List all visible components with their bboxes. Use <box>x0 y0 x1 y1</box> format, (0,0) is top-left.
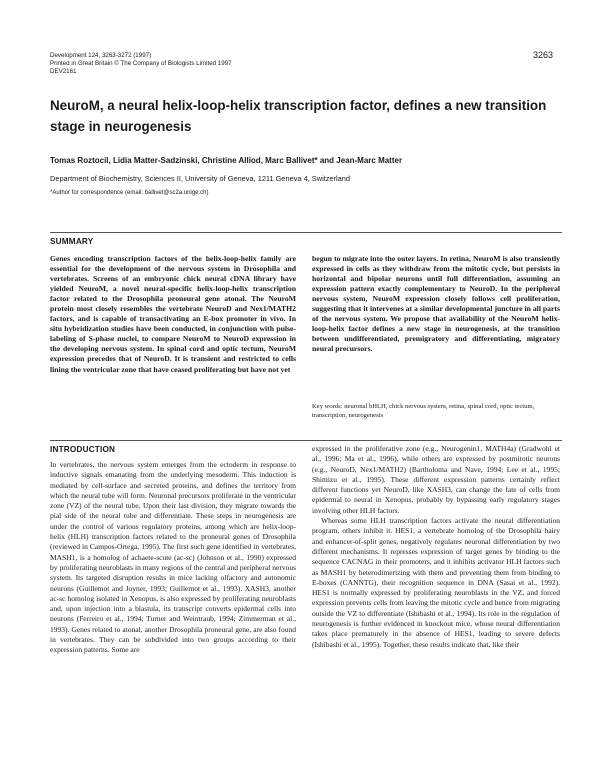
summary-divider <box>50 232 562 233</box>
correspondence-note: *Author for correspondence (email: ballivet@sc2a.unige.ch) <box>50 190 209 196</box>
keywords: Key words: neuronal bHLH, chick nervous system, retina, spinal cord, optic tectum, transcription, neurogenesis <box>312 403 535 419</box>
paper-title: NeuroM, a neural helix-loop-helix transcription factor, defines a new transition stage in neurogenesis <box>50 98 547 134</box>
summary-heading: SUMMARY <box>50 237 94 246</box>
introduction-paragraph: In vertebrates, the nervous system emerges from the ectoderm in response to inductive signals emanating from the underlying mesoderm. This induction is mediated by cell-surface and secreted proteins, and defines the territory from which the neural tube will form. Neuronal precursors proliferate in the ventricular zone (VZ) of the neural tube. Upon their last division, they migrate towards the pial side of the neural tube and differentiate. These steps in neurogenesis are under the control of various regulatory proteins, among which are helix-loop-helix (HLH) transcription factors related to the proneural genes of Drosophila (reviewed in Campos-Ortega, 1995). The first such gene identified in vertebrates, MASH1, is a homolog of achaete-scute (ac-sc) (Johnson et al., 1990) expressed by proliferating neuroblasts in many regions of the central and peripheral nervous system. Its targeted disruption results in mice lacking olfactory and autonomic neurons (Guillemot and Joyner, 1993; Guillemot et al., 1993). XASH3, another ac-sc homolog isolated in Xenopus, is also expressed by proliferating neuroblasts and, upon injection into a blastula, its transcript converts epidermal cells into neurons (Ferreiro et al., 1994; Turner and Weintraub, 1994; Zimmerman et al., 1993). Genes related to atonal, another Drosophila proneural gene, are also found in vertebrates. They can be subdivided into two groups according to their expression patterns. Some are <box>50 460 296 655</box>
journal-code: DEV2161 <box>50 68 77 75</box>
introduction-paragraph: Whereas some HLH transcription factors activate the neural differentiation program, others inhibit it. HES1, a vertebrate homolog of the Drosophila hairy and enhancer-of-split genes, negatively regulates neuronal differentiation by two different mechanisms. It represses expression of target genes by binding to the sequence CACNAG in their promoters, and it inhibits activator HLH factors such as MASH1 by heterodimerizing with them and preventing them from binding to E-boxes (CANNTG), their recognition sequence in DNA (Sasai et al., 1992). HES1 is normally expressed by proliferating neuroblasts in the VZ, and forced expression prevents cells from leaving the mitotic cycle and hence from migrating outside the VZ to differentiate (Ishibashi et al., 1994). Its role in the regulation of neurogenesis is further evidenced in knockout mice, whose neural differentiation takes place prematurely in the absence of HES1, leading to severe defects (Ishibashi et al., 1995). Together, these results indicate that, like their <box>312 516 560 649</box>
page-number: 3263 <box>532 50 553 60</box>
introduction-paragraph: expressed in the proliferative zone (e.g., Neurogenin1, MATH4a) (Gradwohl et al., 1996; Ma et al., 1996), while others are expressed by postmitotic neurons (e.g., NeuroD, Nex1/MATH2) (Bartholoma and Nave, 1994; Lee et al., 1995; Shimizu et al., 1995). These different expression patterns certainly reflect different functions yet NeuroD, like XASH3, can change the fate of cells from epidermal to neural in Xenopus, probably by bypassing early regulatory stages involving other HLH factors. <box>312 444 560 515</box>
journal-info <box>50 52 232 76</box>
journal-copyright: Printed in Great Britain © The Company of Biologists Limited 1997 <box>50 60 232 67</box>
introduction-right-column <box>312 444 560 650</box>
summary-paragraph: begun to migrate into the outer layers. In retina, NeuroM is also transiently expressed in cells as they withdraw from the mitotic cycle, but persists in horizontal and bipolar neurons until full differentiation, assuming an expression pattern exactly complementary to NeuroD. In the peripheral nervous system, NeuroM expression closely follows cell proliferation, suggesting that it intervenes at a similar developmental juncture in all parts of the nervous system. We propose that availability of the NeuroM helix-loop-helix factor defines a new stage in neurogenesis, at the transition between undifferentiated, premigratory and differentiating, migratory neural precursors. <box>312 254 560 354</box>
journal-citation: Development 124, 3263-3272 (1997) <box>50 52 152 59</box>
introduction-left-column <box>50 460 296 656</box>
summary-paragraph: Genes encoding transcription factors of the helix-loop-helix family are essential for the development of the nervous system in Drosophila and vertebrates. Screens of an embryonic chick neural cDNA library have yielded NeuroM, a novel neural-specific helix-loop-helix transcription factor related to the Drosophila proneural gene atonal. The NeuroM protein most closely resembles the vertebrate NeuroD and Nex1/MATH2 factors, and is capable of transactivating an E-box promoter in vivo. In situ hybridization studies have been conducted, in conjunction with pulse-labeling of S-phase nuclei, to compare NeuroM to NeuroD expression in the developing nervous system. In spinal cord and optic tectum, NeuroM expression precedes that of NeuroD. It is transient and restricted to cells lining the ventricular zone that have ceased proliferating but have not yet <box>50 254 296 374</box>
introduction-divider <box>50 440 562 441</box>
summary-right-column <box>312 254 560 354</box>
author-list: Tomas Roztocil, Lidia Matter-Sadzinski, Christine Alliod, Marc Ballivet* and Jean-Marc Matter <box>50 156 403 165</box>
introduction-heading: INTRODUCTION <box>50 445 116 454</box>
summary-left-column <box>50 254 296 375</box>
affiliation: Department of Biochemistry, Sciences II, University of Geneva, 1211 Geneva 4, Switzerland <box>50 174 351 183</box>
